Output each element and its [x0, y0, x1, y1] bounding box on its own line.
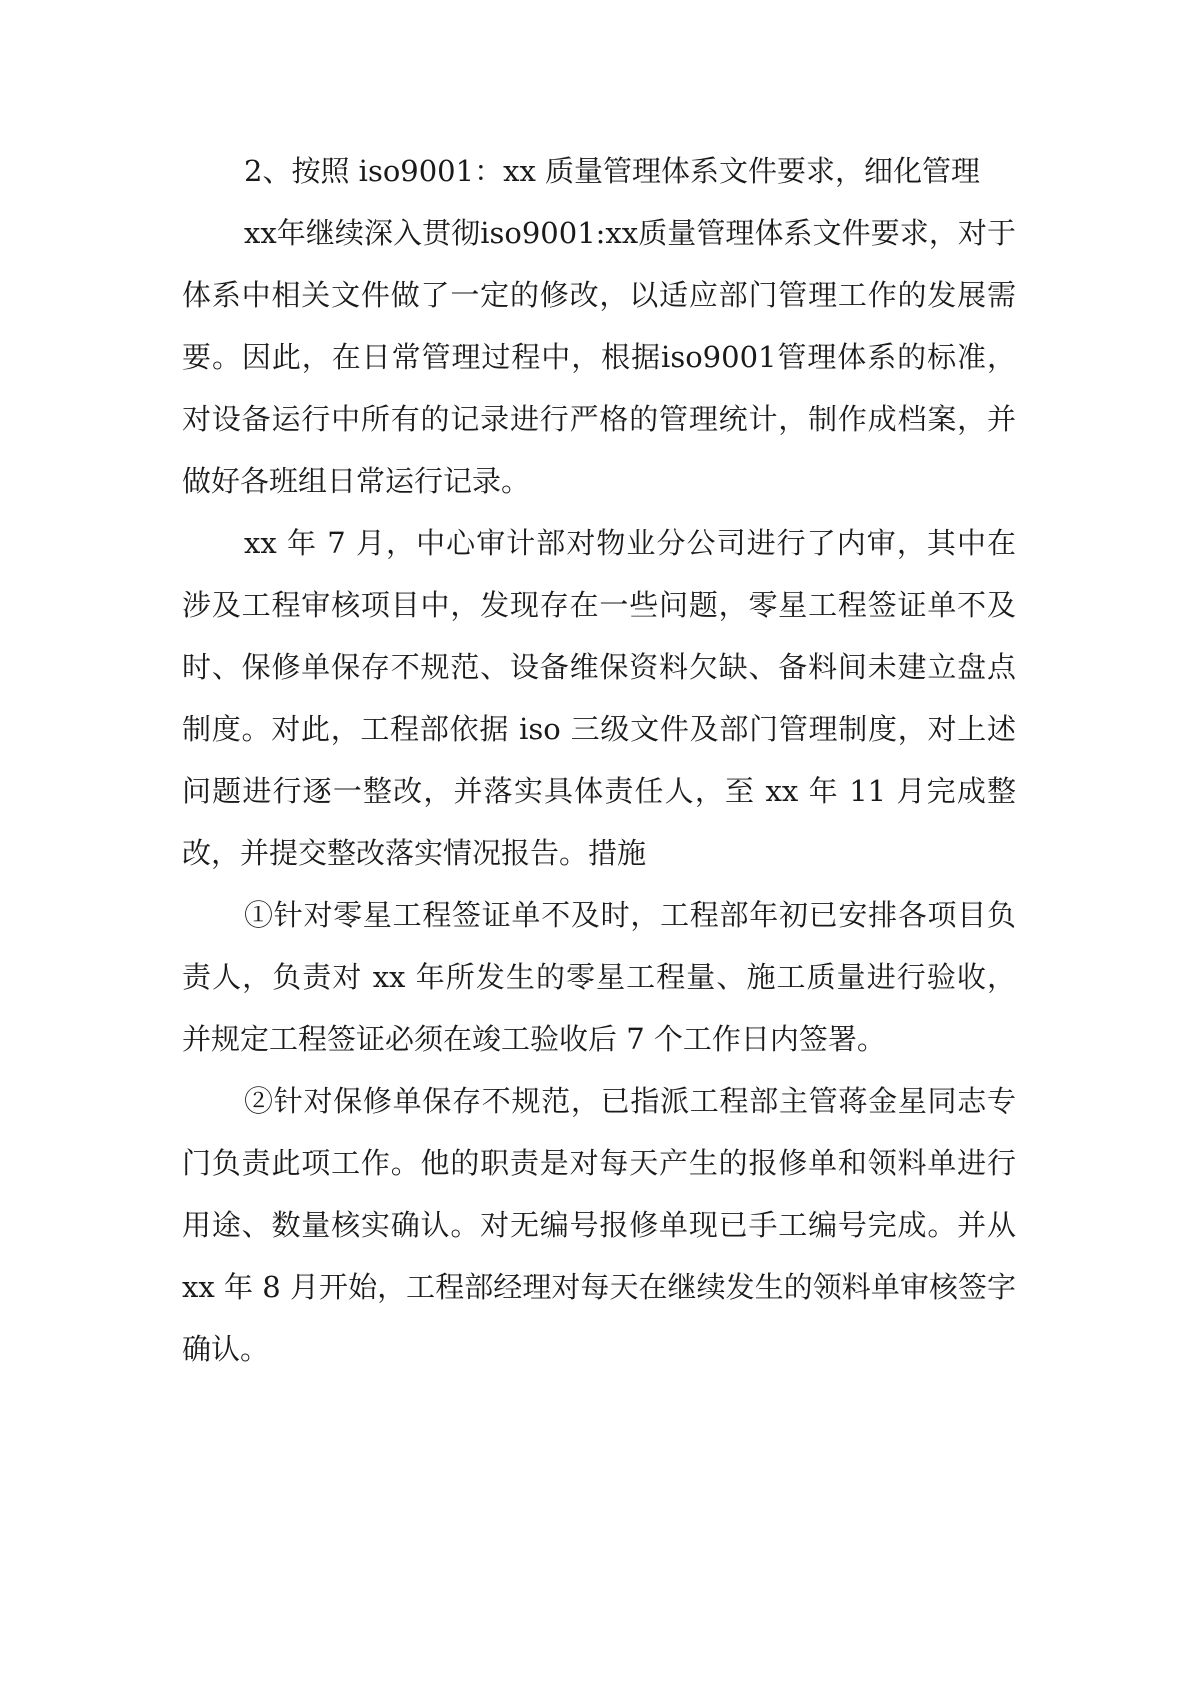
document-body	[182, 140, 1016, 1380]
paragraph-section-heading: 2、按照 iso9001：xx 质量管理体系文件要求，细化管理	[244, 154, 981, 188]
paragraph-iso-implementation: xx年继续深入贯彻iso9001:xx质量管理体系文件要求，对于体系中相关文件做了一定的修改，以适应部门管理工作的发展需要。因此，在日常管理过程中，根据iso9001管理体系的标准，对设备运行中所有的记录进行严格的管理统计，制作成档案，并做好各班组日常运行记录。	[182, 216, 1016, 498]
paragraph-measure-1: ①针对零星工程签证单不及时，工程部年初已安排各项目负责人，负责对 xx 年所发生的零星工程量、施工质量进行验收，并规定工程签证必须在竣工验收后 7 个工作日内签署。	[182, 898, 1016, 1056]
paragraph-measure-2: ②针对保修单保存不规范，已指派工程部主管蒋金星同志专门负责此项工作。他的职责是对每天产生的报修单和领料单进行用途、数量核实确认。对无编号报修单现已手工编号完成。并从 xx 年 8 月开始，工程部经理对每天在继续发生的领料单审核签字确认。	[182, 1084, 1016, 1366]
paragraph-internal-audit: xx 年 7 月，中心审计部对物业分公司进行了内审，其中在涉及工程审核项目中，发现存在一些问题，零星工程签证单不及时、保修单保存不规范、设备维保资料欠缺、备料间未建立盘点制度。对此，工程部依据 iso 三级文件及部门管理制度，对上述问题进行逐一整改，并落实具体责任人，至 xx 年 11 月完成整改，并提交整改落实情况报告。措施	[182, 526, 1016, 870]
